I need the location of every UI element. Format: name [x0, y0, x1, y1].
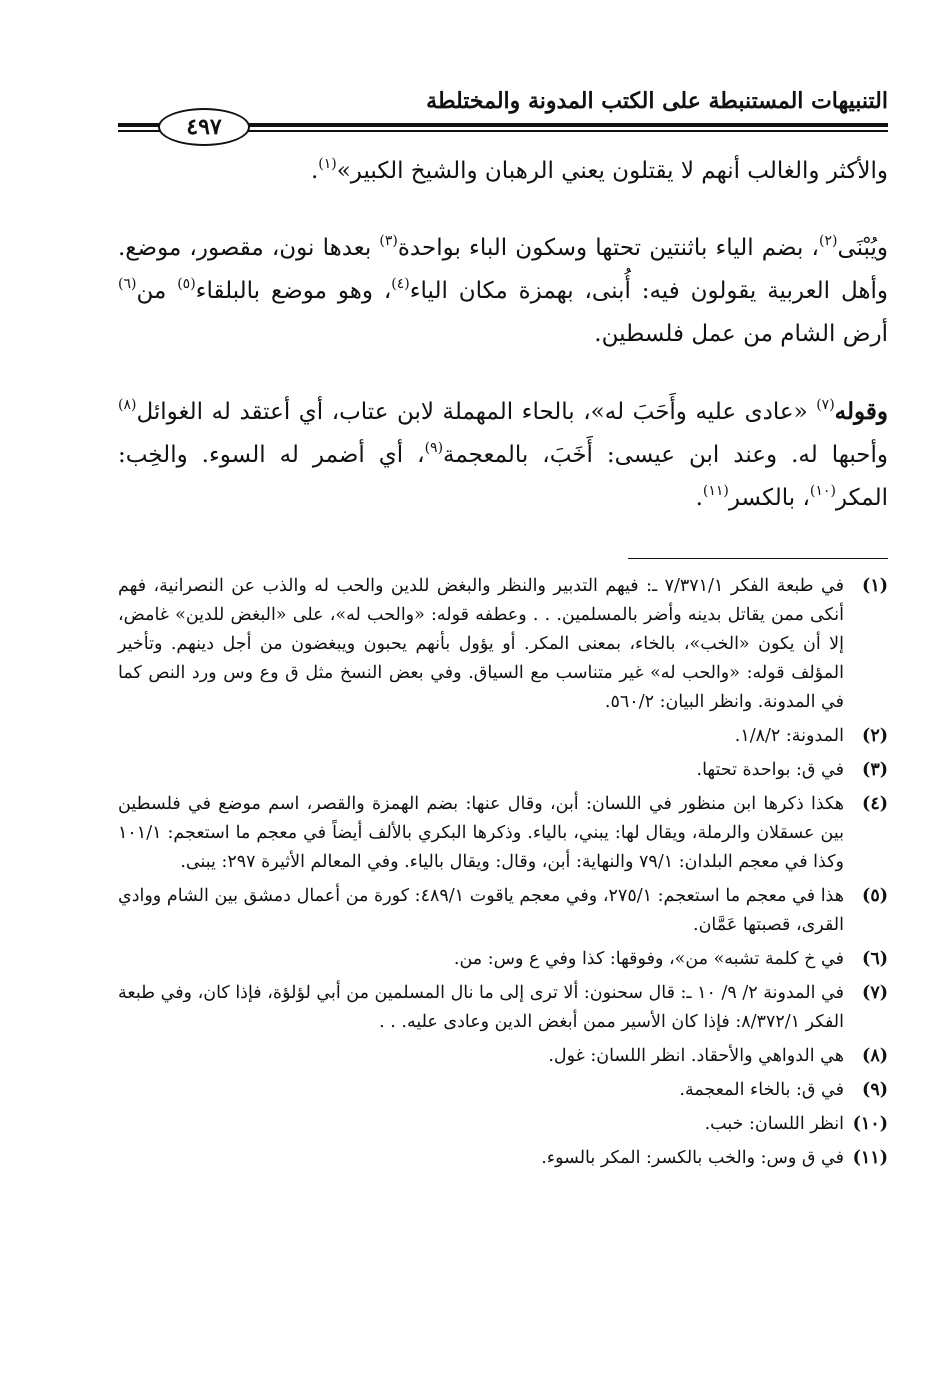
footnote-text: في المدونة ٢/ ٩/ ١٠ ـ: قال سحنون: ألا ترى إلى ما نال المسلمين من أبي لؤلؤة، فإذا كان، وفي طبعة الفكر ٨/٣٧٢/١: فإذا كان الأسير ممن أبغض الدين وعادى عليه. . . — [118, 983, 845, 1032]
p3-lead: وقوله — [834, 398, 888, 425]
footnote-number: (٨) — [862, 1046, 888, 1066]
p2-e: أرض الشام من عمل فلسطين. — [594, 321, 888, 347]
footnote-number: (١) — [862, 576, 888, 596]
footnote-10 — [118, 1110, 888, 1139]
p3-d: ، بالكسر — [728, 485, 810, 511]
footnote-8 — [118, 1042, 888, 1071]
footnote-ref-5[interactable]: (٥) — [177, 276, 196, 292]
footnote-separator — [628, 558, 888, 559]
footnote-ref-2[interactable]: (٢) — [818, 233, 838, 249]
footnote-number: (٣) — [862, 760, 888, 780]
footnote-text: في ق: بواحدة تحتها. — [696, 760, 844, 780]
footnote-ref-10[interactable]: (١٠) — [809, 483, 836, 499]
footnote-9 — [118, 1076, 888, 1105]
footnote-2 — [118, 722, 888, 751]
running-title: التنبيهات المستنبطة على الكتب المدونة والمختلطة — [426, 88, 888, 114]
footnote-ref-1[interactable]: (١) — [318, 156, 337, 172]
footnote-text: هي الدواهي والأحقاد. انظر اللسان: غول. — [548, 1046, 844, 1066]
p2-a: ، بضم الياء باثنتين تحتها وسكون الباء بواحدة — [397, 235, 819, 261]
footnote-11 — [118, 1144, 888, 1173]
footnote-text: المدونة: ١/٨/٢. — [734, 726, 844, 746]
footnote-number: (١٠) — [852, 1114, 888, 1134]
footnote-text: انظر اللسان: خبب. — [704, 1114, 844, 1134]
footnote-ref-6[interactable]: (٦) — [118, 276, 137, 292]
p2-word: ويُبْنَى — [837, 235, 888, 261]
footnote-ref-3[interactable]: (٣) — [379, 233, 398, 249]
footnote-4 — [118, 790, 888, 877]
paragraph-3 — [118, 390, 888, 520]
page-number-oval — [158, 108, 250, 146]
page-number: ٤٩٧ — [186, 114, 222, 140]
footnote-5 — [118, 882, 888, 940]
footnote-number: (٥) — [862, 886, 888, 906]
p2-b: بعدها نون، مقصور، موضع. وأهل العربية يقولون فيه: أُبنى، بهمزة مكان الياء — [118, 235, 888, 304]
footnote-number: (٦) — [862, 949, 888, 969]
p1-text: والأكثر والغالب أنهم لا يقتلون يعني الرهبان والشيخ الكبير» — [336, 158, 888, 184]
main-text — [118, 150, 888, 520]
footnote-number: (٤) — [862, 794, 888, 814]
footnote-ref-11[interactable]: (١١) — [702, 483, 729, 499]
footnote-text: في خ كلمة تشبه» من»، وفوقها: كذا وفي ع وس: من. — [453, 949, 844, 969]
footnote-ref-9[interactable]: (٩) — [424, 440, 444, 456]
p2-c: ، وهو موضع بالبلقاء — [195, 278, 392, 304]
footnote-number: (٩) — [862, 1080, 888, 1100]
footnotes — [118, 572, 888, 1178]
footnote-ref-8[interactable]: (٨) — [118, 397, 137, 413]
paragraph-1 — [118, 150, 888, 193]
p3-b: وأحبها له. وعند ابن عيسى: أَخَبَ، بالمعجمة — [443, 442, 888, 468]
p3-end: . — [695, 485, 703, 511]
footnote-ref-4[interactable]: (٤) — [391, 276, 410, 292]
p3-a: «عادى عليه وأَحَبَ له»، بالحاء المهملة لابن عتاب، أي أعتقد له الغوائل — [136, 399, 817, 425]
footnote-number: (٧) — [862, 983, 888, 1003]
page-header — [118, 78, 888, 138]
footnote-1 — [118, 572, 888, 717]
footnote-text: في ق: بالخاء المعجمة. — [679, 1080, 844, 1100]
footnote-text: في طبعة الفكر ٧/٣٧١/١ ـ: فيهم التدبير والنظر والبغض للدين والحب له والذب عن النصرانية، فهم أنكى ممن يقاتل بدينه وأضر بالمسلمين. . . وعطفه قوله: «والحب له»، على «البغض للدين» غامض، إلا أن يكون «الخب»، بالخاء، بمعنى المكر. أو يؤول بأنهم يحبون ويبغضون من أجل دينهم. وتأخير المؤلف قوله: «والحب له» غير متناسب مع السياق. وفي بعض النسخ مثل ق وع وس ورد النص كما في المدونة. وانظر البيان: ٥٦٠/٢. — [118, 576, 844, 712]
footnote-ref-7[interactable]: (٧) — [816, 397, 835, 413]
p2-d: من — [136, 278, 178, 304]
footnote-6 — [118, 945, 888, 974]
footnote-number: (١١) — [852, 1148, 888, 1168]
p3-c: ، أي أضمر له السوء. والخِب: المكر — [118, 442, 888, 511]
p1-end: . — [310, 158, 319, 184]
footnote-3 — [118, 756, 888, 785]
footnote-text: في ق وس: والخب بالكسر: المكر بالسوء. — [541, 1148, 844, 1168]
footnote-text: هكذا ذكرها ابن منظور في اللسان: أبن، وقال عنها: بضم الهمزة والقصر، اسم موضع في فلسطين بين عسقلان والرملة، ويقال لها: يبني، بالياء. وذكرها البكري بالألف أيضاً في معجم ما استعجم: ١٠١/١ وكذا في معجم البلدان: ٧٩/١ والنهاية: أبن، وقال: ويقال بالياء. وفي المعالم الأثيرة ٢٩٧: يبنى. — [118, 794, 844, 872]
footnote-7 — [118, 979, 888, 1037]
footnote-number: (٢) — [862, 726, 888, 746]
footnote-text: هذا في معجم ما استعجم: ٢٧٥/١، وفي معجم ياقوت ٤٨٩/١: كورة من أعمال دمشق بين الشام ووادي القرى، قصبتها عَمَّان. — [118, 886, 844, 935]
paragraph-2 — [118, 227, 888, 356]
